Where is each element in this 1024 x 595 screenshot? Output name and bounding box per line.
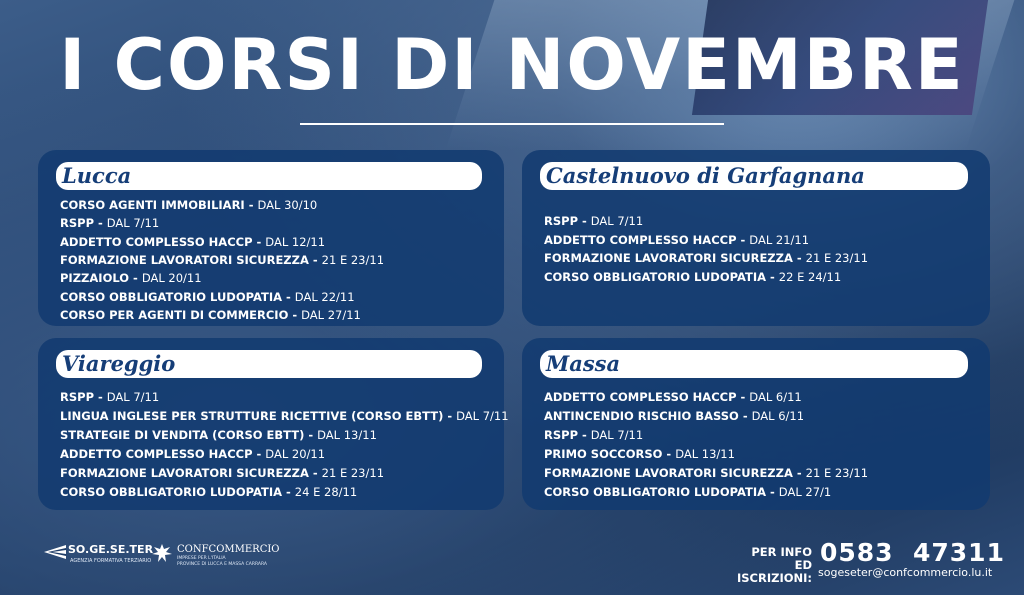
sogeseter-tagline: AGENZIA FORMATIVA TERZIARIO: [70, 558, 152, 564]
info-label-line2: ED ISCRIZIONI:: [736, 558, 812, 585]
panel-massa: [522, 338, 990, 510]
course-item: [60, 428, 377, 442]
course-name: FORMAZIONE LAVORATORI SICUREZZA -: [60, 253, 318, 267]
course-date: 24 E 28/11: [294, 485, 358, 499]
confcommercio-name: CONFCOMMERCIO: [177, 544, 280, 555]
phone-number[interactable]: 0583 47311: [820, 538, 1005, 567]
course-name: ANTINCENDIO RISCHIO BASSO -: [544, 409, 748, 423]
course-item: [544, 447, 735, 461]
course-date: DAL 30/10: [257, 198, 318, 212]
course-date: DAL 21/11: [749, 233, 810, 247]
city-name: Castelnuovo di Garfagnana: [546, 163, 865, 188]
course-item: [544, 409, 804, 423]
course-date: DAL 7/11: [456, 409, 509, 423]
course-name: CORSO OBBLIGATORIO LUDOPATIA -: [60, 485, 291, 499]
course-date: DAL 6/11: [751, 409, 805, 423]
course-item: [60, 308, 361, 322]
course-name: STRATEGIE DI VENDITA (CORSO EBTT) -: [60, 428, 314, 442]
course-item: [544, 390, 802, 404]
sogeseter-name: SO.GE.SE.TER: [68, 543, 154, 556]
course-name: CORSO OBBLIGATORIO LUDOPATIA -: [544, 485, 775, 499]
course-item: [544, 214, 643, 228]
panel-viareggio: [38, 338, 509, 510]
course-name: ADDETTO COMPLESSO HACCP -: [544, 390, 746, 404]
course-date: DAL 20/11: [265, 447, 326, 461]
course-date: DAL 22/11: [294, 290, 355, 304]
course-item: [60, 485, 357, 499]
sogeseter-logo-icon: [44, 545, 66, 559]
course-item: [60, 198, 317, 212]
course-name: RSPP -: [60, 216, 103, 230]
course-item: [544, 233, 809, 247]
course-name: ADDETTO COMPLESSO HACCP -: [60, 235, 262, 249]
city-name: Viareggio: [62, 351, 176, 376]
course-item: [60, 447, 325, 461]
course-item: [60, 216, 159, 230]
course-name: PIZZAIOLO -: [60, 271, 138, 285]
panel-header: [540, 162, 968, 190]
course-item: [60, 271, 202, 285]
course-name: RSPP -: [544, 214, 587, 228]
course-date: DAL 12/11: [265, 235, 326, 249]
confcommercio-subtitle: [177, 556, 267, 568]
course-item: [544, 485, 831, 499]
info-label: [716, 546, 812, 585]
email-address[interactable]: sogeseter@confcommercio.lu.it: [818, 566, 993, 579]
course-name: CORSO OBBLIGATORIO LUDOPATIA -: [60, 290, 291, 304]
course-date: DAL 7/11: [106, 216, 160, 230]
course-date: 21 E 23/11: [321, 466, 385, 480]
course-item: [544, 466, 868, 480]
panel-lucca: [38, 150, 504, 326]
course-item: [544, 428, 643, 442]
info-label-line1: PER INFO: [751, 545, 812, 559]
course-name: CORSO OBBLIGATORIO LUDOPATIA -: [544, 270, 775, 284]
course-date: DAL 6/11: [749, 390, 802, 404]
confcommercio-line2: PROVINCE DI LUCCA E MASSA CARRARA: [177, 562, 268, 567]
course-item: [60, 235, 325, 249]
course-item: [544, 251, 868, 265]
confcommercio-eagle-icon: [150, 541, 174, 565]
page-title: I CORSI DI NOVEMBRE: [59, 24, 965, 106]
course-date: 21 E 23/11: [321, 253, 385, 267]
course-date: DAL 27/11: [301, 308, 361, 322]
course-date: 21 E 23/11: [805, 251, 869, 265]
course-date: DAL 7/11: [106, 390, 160, 404]
panel-header: [540, 350, 968, 378]
course-item: [60, 290, 355, 304]
course-date: 21 E 23/11: [805, 466, 869, 480]
course-name: CORSO PER AGENTI DI COMMERCIO -: [60, 308, 298, 322]
course-date: DAL 20/11: [141, 271, 202, 285]
panel-castelnuovo: [522, 150, 990, 326]
panel-header: [56, 162, 482, 190]
course-item: [60, 253, 384, 267]
city-name: Lucca: [62, 163, 132, 188]
course-name: FORMAZIONE LAVORATORI SICUREZZA -: [60, 466, 318, 480]
course-item: [60, 409, 509, 423]
course-item: [60, 466, 384, 480]
course-name: FORMAZIONE LAVORATORI SICUREZZA -: [544, 466, 802, 480]
course-name: PRIMO SOCCORSO -: [544, 447, 672, 461]
course-name: CORSO AGENTI IMMOBILIARI -: [60, 198, 254, 212]
course-date: 22 E 24/11: [778, 270, 842, 284]
course-name: ADDETTO COMPLESSO HACCP -: [544, 233, 746, 247]
course-name: ADDETTO COMPLESSO HACCP -: [60, 447, 262, 461]
title-divider: [300, 123, 724, 125]
course-name: RSPP -: [60, 390, 103, 404]
course-item: [60, 390, 159, 404]
course-name: LINGUA INGLESE PER STRUTTURE RICETTIVE (CORSO EBTT) -: [60, 409, 453, 423]
course-date: DAL 27/1: [778, 485, 832, 499]
course-date: DAL 7/11: [590, 428, 644, 442]
course-date: DAL 13/11: [675, 447, 735, 461]
course-name: FORMAZIONE LAVORATORI SICUREZZA -: [544, 251, 802, 265]
course-item: [544, 270, 841, 284]
course-date: DAL 13/11: [317, 428, 377, 442]
course-name: RSPP -: [544, 428, 587, 442]
course-date: DAL 7/11: [590, 214, 644, 228]
panel-header: [56, 350, 482, 378]
city-name: Massa: [546, 351, 621, 376]
confcommercio-line1: IMPRESE PER L'ITALIA: [177, 556, 226, 561]
